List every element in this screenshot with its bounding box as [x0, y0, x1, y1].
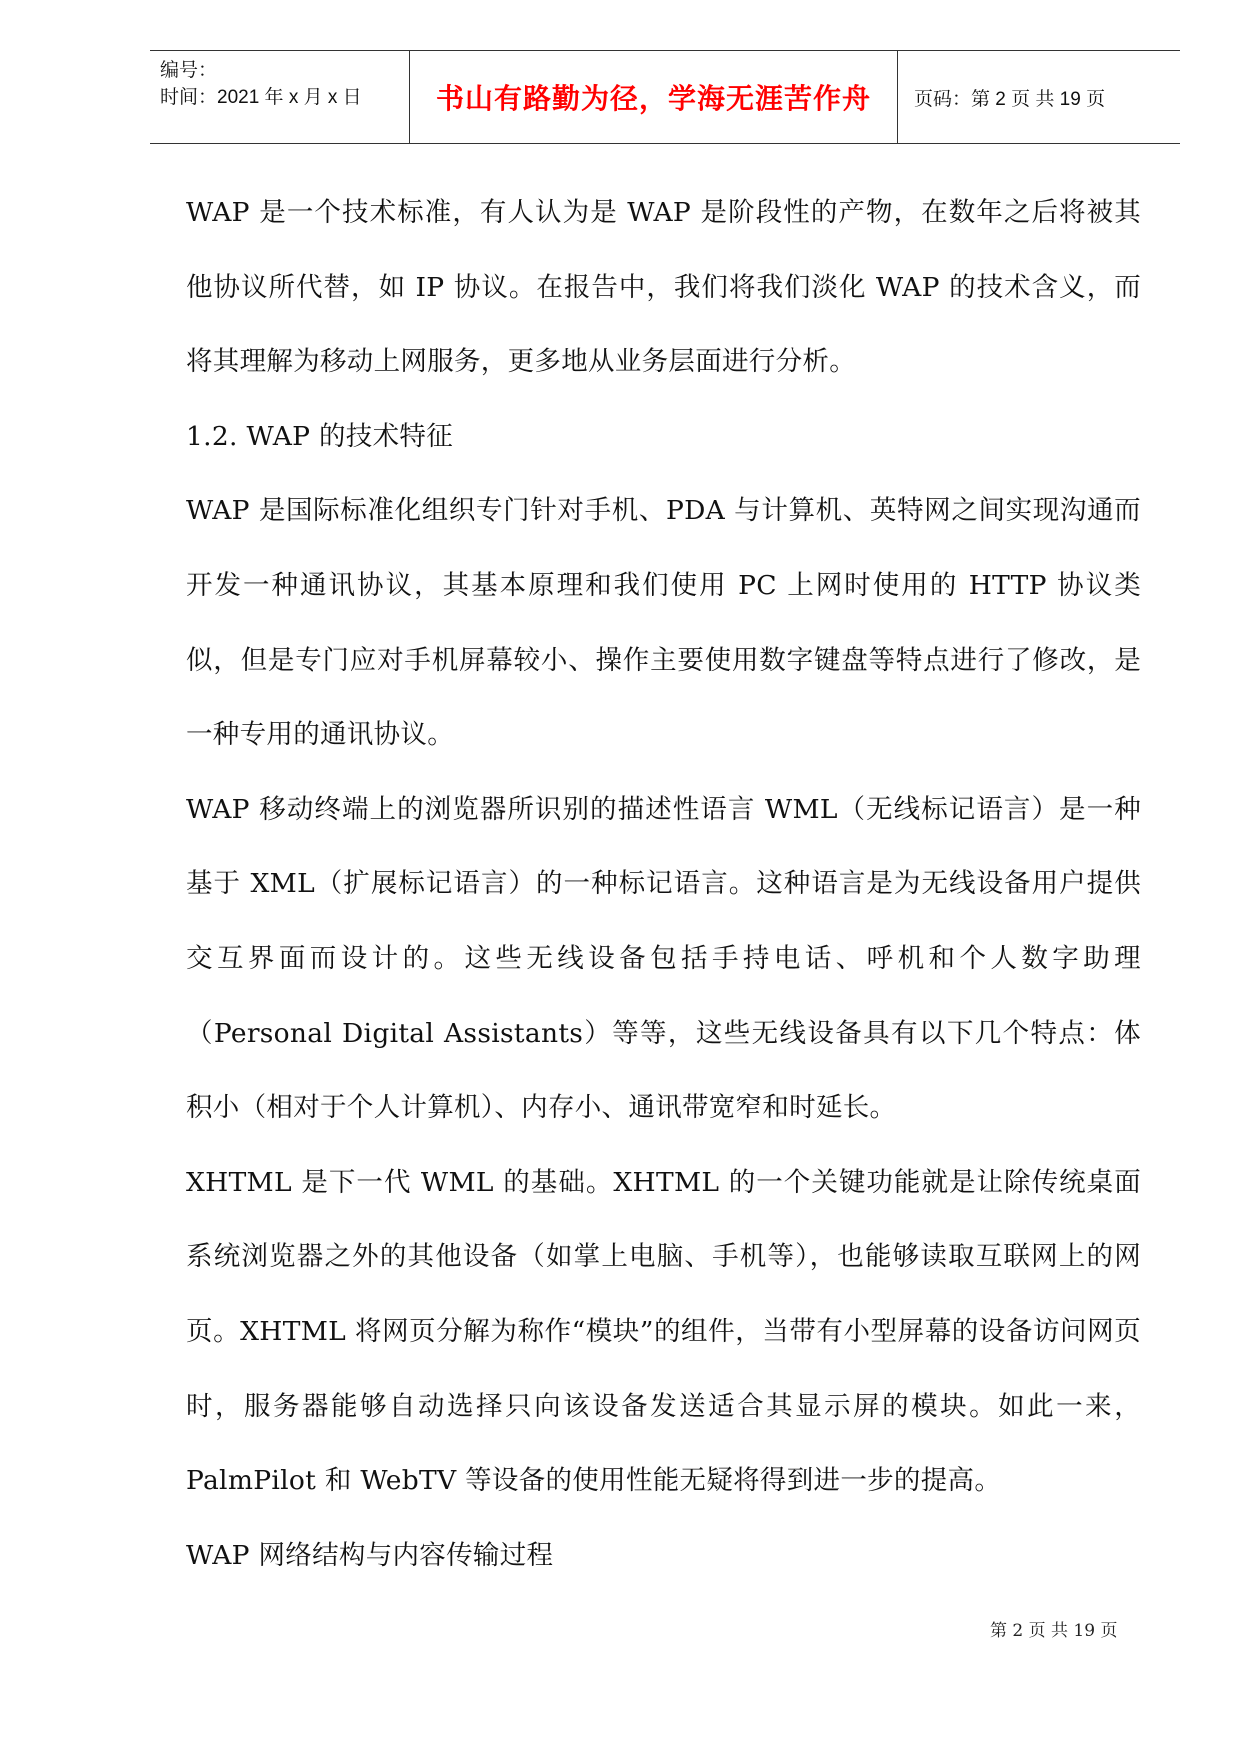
page-footer — [990, 1616, 1117, 1641]
document-body — [186, 176, 1141, 1593]
document-number-label: 编号： — [160, 60, 218, 81]
paragraph-wap-protocol: WAP 是国际标准化组织专门针对手机、PDA 与计算机、英特网之间实现沟通而开发一种通讯协议，其基本原理和我们使用 PC 上网时使用的 HTTP 协议类似，但是专门应对手机屏幕较小、操作主要使用数字键盘等特点进行了修改，是一种专用的通讯协议。 — [186, 495, 1141, 751]
paragraph-wml: WAP 移动终端上的浏览器所识别的描述性语言 WML（无线标记语言）是一种基于 XML（扩展标记语言）的一种标记语言。这种语言是为无线设备用户提供交互界面而设计的。这些无线设备包括手持电话、呼机和个人数字助理（Personal Digital Assistants）等等，这些无线设备具有以下几个特点：体积小（相对于个人计算机）、内存小、通讯带宽窄和时延长。 — [186, 793, 1141, 1124]
footer-page-number: 第 2 页 共 19 页 — [990, 1621, 1118, 1641]
section-heading-network-structure: WAP 网络结构与内容传输过程 — [186, 1539, 554, 1571]
header-page-number: 页码：第 2 页 共 19 页 — [914, 88, 1106, 110]
paragraph-xhtml: XHTML 是下一代 WML 的基础。XHTML 的一个关键功能就是让除传统桌面系统浏览器之外的其他设备（如掌上电脑、手机等），也能够读取互联网上的网页。XHTML 将网页分解为称作“模块”的组件，当带有小型屏幕的设备访问网页时，服务器能够自动选择只向该设备发送适合其显示屏的模块。如此一来，PalmPilot 和 WebTV 等设备的使用性能无疑将得到进一步的提高。 — [186, 1166, 1141, 1497]
header-meta — [150, 51, 410, 143]
document-time-label: 时间：2021 年 x 月 x 日 — [160, 87, 362, 108]
page-header — [150, 50, 1180, 144]
section-heading-tech-features: 1.2. WAP 的技术特征 — [186, 420, 454, 452]
header-motto: 书山有路勤为径，学海无涯苦作舟 — [435, 82, 871, 115]
header-motto-cell — [410, 51, 898, 143]
paragraph-wap-standard: WAP 是一个技术标准，有人认为是 WAP 是阶段性的产物，在数年之后将被其他协议所代替，如 IP 协议。在报告中，我们将我们淡化 WAP 的技术含义，而将其理解为移动上网服务，更多地从业务层面进行分析。 — [186, 197, 1141, 378]
header-page-cell — [898, 51, 1180, 143]
